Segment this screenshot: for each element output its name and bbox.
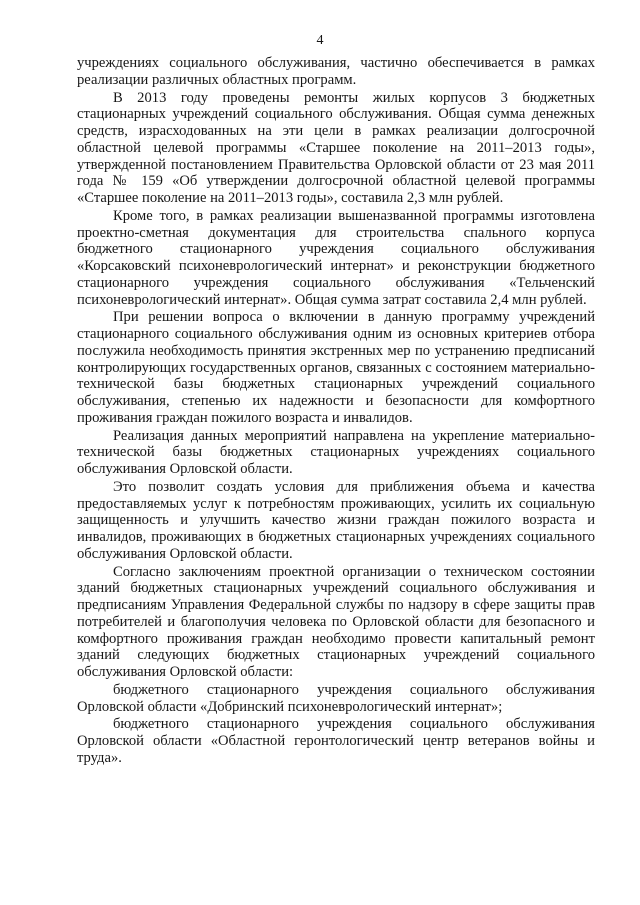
list-item-gerontology-center: бюджетного стационарного учреждения социального обслуживания Орловской области «Областной геронтологический центр ветеранов войны и труда».	[77, 716, 595, 766]
paragraph-repairs-2013: В 2013 году проведены ремонты жилых корпусов 3 бюджетных стационарных учреждений социального обслуживания. Общая сумма денежных средств, израсходованных на эти цели в рамках реализации долгосрочной областной целевой программы «Старшее поколение на 2011–2013 годы», утвержденной постановлением Правительства Орловской области от 23 мая 2011 года № 159 «Об утверждении долгосрочной областной целевой программы «Старшее поколение на 2011–2013 годы», составила 2,3 млн рублей.	[77, 89, 595, 206]
paragraph-expected-outcome: Это позволит создать условия для приближения объема и качества предоставляемых услуг к потребностям проживающих, усилить их социальную защищенность и улучшить качество жизни граждан пожилого возраста и инвалидов, проживающих в бюджетных стационарных учреждениях социального обслуживания Орловской области.	[77, 478, 595, 562]
document-body	[77, 55, 595, 767]
paragraph-required-repairs: Согласно заключениям проектной организации о техническом состоянии зданий бюджетных стационарных учреждений социального обслуживания и предписаниям Управления Федеральной службы по надзору в сфере защиты прав потребителей и благополучия человека по Орловской области для безопасного и комфортного проживания граждан необходимо провести капитальный ремонт зданий следующих бюджетных стационарных учреждений социального обслуживания Орловской области:	[77, 563, 595, 680]
page-number: 4	[316, 33, 324, 48]
paragraph-design-documentation: Кроме того, в рамках реализации вышеназванной программы изготовлена проектно-сметная документация для строительства спального корпуса бюджетного стационарного учреждения социального обслуживания «Корсаковский психоневрологический интернат» и реконструкции бюджетного стационарного учреждения социального обслуживания «Тельченский психоневрологический интернат». Общая сумма затрат составила 2,4 млн рублей.	[77, 207, 595, 308]
list-item-dobrinsky: бюджетного стационарного учреждения социального обслуживания Орловской области «Добринский психоневрологический интернат»;	[77, 681, 595, 715]
paragraph-continuation: учреждениях социального обслуживания, частично обеспечивается в рамках реализации различных областных программ.	[77, 55, 595, 88]
paragraph-measures-purpose: Реализация данных мероприятий направлена на укрепление материально-технической базы бюджетных стационарных учреждениях социального обслуживания Орловской области.	[77, 427, 595, 477]
paragraph-selection-criteria: При решении вопроса о включении в данную программу учреждений стационарного социального обслуживания одним из основных критериев отбора послужила необходимость принятия экстренных мер по устранению предписаний контролирующих государственных органов, связанных с состоянием материально-технической базы бюджетных стационарных учреждений социального обслуживания, степенью их надежности и безопасности для комфортного проживания граждан пожилого возраста и инвалидов.	[77, 309, 595, 426]
